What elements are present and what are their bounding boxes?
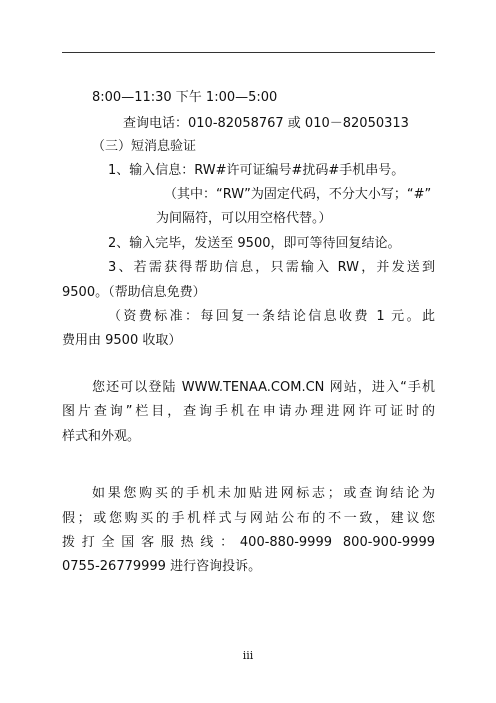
sms-section-heading: （三）短消息验证: [92, 139, 197, 154]
sms-step-1-note: （其中：“RW”为固定代码，不分大小写；“#”: [164, 187, 432, 202]
sms-step-3: 3、若需获得帮助信息，只需输入 RW，并发送到: [108, 260, 435, 275]
website-paragraph-line-2: 图片查询”栏目，查询手机在申请办理进网许可证时的: [62, 404, 435, 419]
service-hours: 8:00—11:30 下午 1:00—5:00: [92, 90, 278, 105]
sms-step-1-note-continued: 为间隔符，可以用空格代替。）: [156, 211, 332, 226]
page-number: iii: [242, 649, 254, 662]
inquiry-phone: 查询电话：010-82058767 或 010－82050313: [123, 116, 409, 131]
website-paragraph-line-1: 您还可以登陆 WWW.TENAA.COM.CN 网站，进入“手机: [92, 380, 435, 395]
complaint-paragraph-line-2: 假；或您购买的手机样式与网站公布的不一致，建议您: [62, 511, 435, 526]
complaint-paragraph-line-3: 拨打全国客服热线：400-880-9999 800-900-9999: [62, 535, 435, 550]
website-paragraph-line-3: 样式和外观。: [62, 429, 141, 444]
sms-step-3-continued: 9500。（帮助信息免费）: [62, 285, 206, 300]
fee-standard: （资费标准：每回复一条结论信息收费 1 元。此: [108, 309, 435, 324]
sms-step-1: 1、输入信息：RW#许可证编号#扰码#手机串号。: [108, 163, 405, 178]
complaint-paragraph-line-4: 0755-26779999 进行咨询投诉。: [62, 559, 262, 574]
header-rule: [62, 52, 435, 53]
complaint-paragraph-line-1: 如果您购买的手机未加贴进网标志；或查询结论为: [92, 486, 435, 501]
fee-standard-continued: 费用由 9500 收取）: [62, 333, 182, 348]
sms-step-2: 2、输入完毕，发送至 9500，即可等待回复结论。: [108, 236, 401, 251]
